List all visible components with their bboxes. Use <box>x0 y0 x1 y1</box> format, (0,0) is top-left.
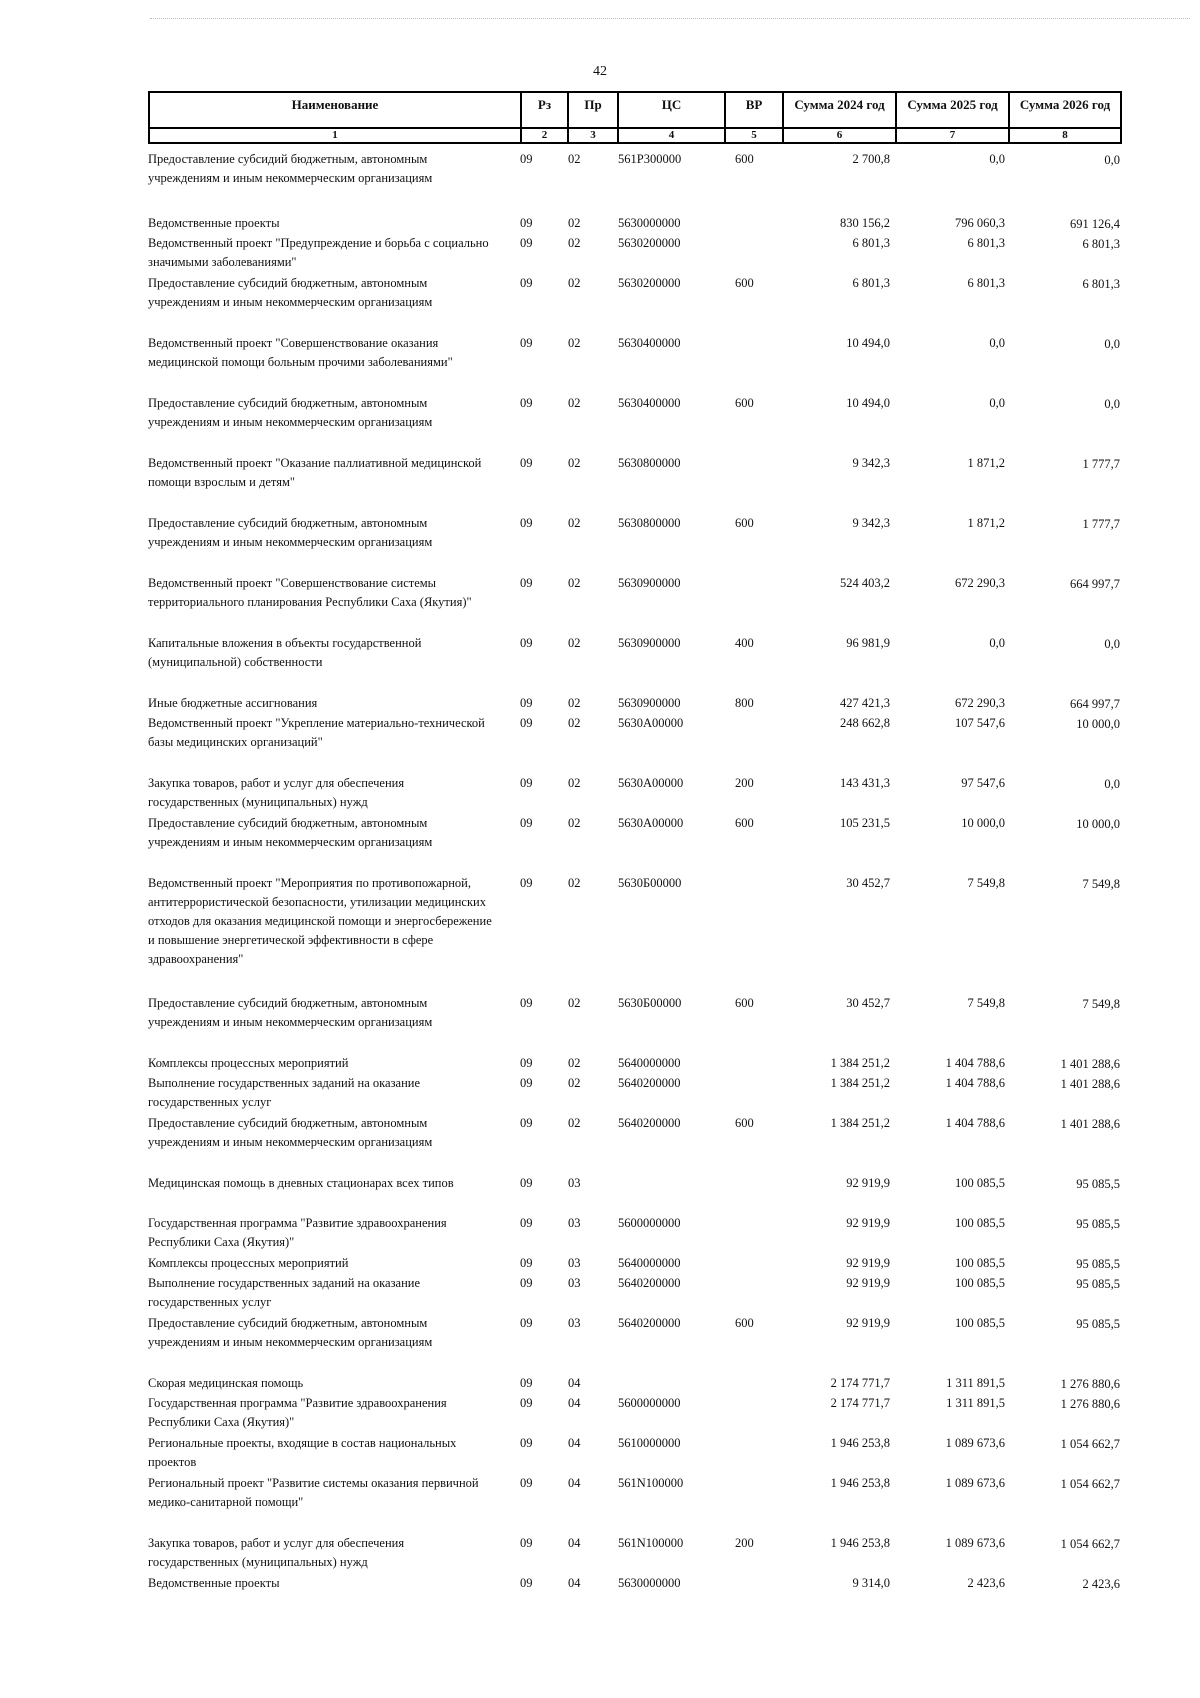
row-pr: 03 <box>568 1216 581 1230</box>
row-cs: 561N100000 <box>618 1536 684 1550</box>
row-cs: 561Р300000 <box>618 152 682 166</box>
row-sum-2025: 0,0 <box>989 336 1005 350</box>
row-name: Государственная программа "Развитие здравоохранения Республики Саха (Якутия)" <box>148 1396 447 1429</box>
row-name: Предоставление субсидий бюджетным, автономным учреждениям и иным некоммерческим организациям <box>148 996 433 1029</box>
row-rz: 09 <box>520 1056 533 1070</box>
row-sum-2026: 0,0 <box>1104 153 1120 167</box>
row-cs: 5600000000 <box>618 1216 681 1230</box>
row-pr: 03 <box>568 1276 581 1290</box>
row-pr: 04 <box>568 1576 581 1590</box>
row-sum-2026: 1 777,7 <box>1082 457 1120 471</box>
row-cs: 5630Б00000 <box>618 876 682 890</box>
row-cs: 5630900000 <box>618 636 681 650</box>
row-rz: 09 <box>520 636 533 650</box>
row-rz: 09 <box>520 1376 533 1390</box>
row-name: Капитальные вложения в объекты государственной (муниципальной) собственности <box>148 636 422 669</box>
row-cs: 5610000000 <box>618 1436 681 1450</box>
row-rz: 09 <box>520 876 533 890</box>
row-sum-2026: 1 054 662,7 <box>1060 1477 1120 1491</box>
header-col-number: 1 <box>149 128 521 143</box>
row-sum-2025: 1 404 788,6 <box>945 1056 1005 1070</box>
row-sum-2024: 6 801,3 <box>852 276 890 290</box>
row-pr: 02 <box>568 1116 581 1130</box>
row-sum-2024: 1 946 253,8 <box>830 1436 890 1450</box>
row-sum-2025: 100 085,5 <box>955 1276 1005 1290</box>
row-sum-2025: 10 000,0 <box>961 816 1005 830</box>
row-sum-2024: 92 919,9 <box>846 1216 890 1230</box>
row-sum-2026: 0,0 <box>1104 777 1120 791</box>
row-sum-2025: 1 089 673,6 <box>945 1436 1005 1450</box>
row-sum-2026: 1 401 288,6 <box>1060 1117 1120 1131</box>
row-sum-2025: 1 089 673,6 <box>945 1476 1005 1490</box>
row-name: Предоставление субсидий бюджетным, автономным учреждениям и иным некоммерческим организациям <box>148 816 433 849</box>
row-sum-2025: 6 801,3 <box>967 236 1005 250</box>
row-pr: 02 <box>568 276 581 290</box>
row-cs: 561N100000 <box>618 1476 684 1490</box>
row-sum-2024: 2 700,8 <box>852 152 890 166</box>
row-sum-2024: 1 384 251,2 <box>830 1056 890 1070</box>
row-sum-2024: 1 946 253,8 <box>830 1476 890 1490</box>
row-sum-2026: 95 085,5 <box>1076 1217 1120 1231</box>
header-rz: Рз <box>521 92 568 128</box>
row-cs: 5630800000 <box>618 516 681 530</box>
row-sum-2025: 1 404 788,6 <box>945 1116 1005 1130</box>
row-rz: 09 <box>520 1116 533 1130</box>
row-sum-2024: 9 342,3 <box>852 456 890 470</box>
header-cs: ЦС <box>618 92 725 128</box>
row-name: Предоставление субсидий бюджетным, автономным учреждениям и иным некоммерческим организациям <box>148 1316 433 1349</box>
row-sum-2026: 7 549,8 <box>1082 997 1120 1011</box>
row-pr: 02 <box>568 996 581 1010</box>
row-sum-2026: 691 126,4 <box>1070 217 1120 231</box>
row-sum-2026: 1 276 880,6 <box>1060 1377 1120 1391</box>
row-pr: 04 <box>568 1476 581 1490</box>
row-vr: 600 <box>735 516 754 530</box>
row-sum-2025: 100 085,5 <box>955 1316 1005 1330</box>
row-rz: 09 <box>520 1256 533 1270</box>
row-sum-2024: 92 919,9 <box>846 1176 890 1190</box>
row-sum-2024: 96 981,9 <box>846 636 890 650</box>
row-sum-2024: 830 156,2 <box>840 216 890 230</box>
header-vr: ВР <box>725 92 783 128</box>
row-name: Предоставление субсидий бюджетным, автономным учреждениям и иным некоммерческим организациям <box>148 1116 433 1149</box>
row-sum-2026: 95 085,5 <box>1076 1277 1120 1291</box>
row-pr: 04 <box>568 1436 581 1450</box>
row-pr: 02 <box>568 236 581 250</box>
row-name: Региональный проект "Развитие системы оказания первичной медико-санитарной помощи" <box>148 1476 479 1509</box>
row-vr: 400 <box>735 636 754 650</box>
row-sum-2025: 0,0 <box>989 636 1005 650</box>
row-cs: 5630900000 <box>618 696 681 710</box>
row-vr: 600 <box>735 1116 754 1130</box>
row-rz: 09 <box>520 1396 533 1410</box>
row-sum-2024: 9 314,0 <box>852 1576 890 1590</box>
row-sum-2024: 30 452,7 <box>846 996 890 1010</box>
header-sum-2024: Сумма 2024 год <box>783 92 896 128</box>
header-sum-2026: Сумма 2026 год <box>1009 92 1121 128</box>
row-name: Государственная программа "Развитие здравоохранения Республики Саха (Якутия)" <box>148 1216 447 1249</box>
row-pr: 02 <box>568 216 581 230</box>
row-vr: 600 <box>735 1316 754 1330</box>
row-cs: 5640200000 <box>618 1116 681 1130</box>
row-pr: 02 <box>568 636 581 650</box>
row-name: Скорая медицинская помощь <box>148 1376 304 1390</box>
row-cs: 5630А00000 <box>618 816 684 830</box>
row-sum-2026: 1 401 288,6 <box>1060 1077 1120 1091</box>
row-name: Предоставление субсидий бюджетным, автономным учреждениям и иным некоммерческим организациям <box>148 396 433 429</box>
row-rz: 09 <box>520 152 533 166</box>
row-rz: 09 <box>520 696 533 710</box>
row-cs: 5640000000 <box>618 1256 681 1270</box>
row-rz: 09 <box>520 276 533 290</box>
row-sum-2026: 664 997,7 <box>1070 697 1120 711</box>
row-pr: 02 <box>568 152 581 166</box>
row-sum-2026: 1 276 880,6 <box>1060 1397 1120 1411</box>
row-sum-2024: 427 421,3 <box>840 696 890 710</box>
row-pr: 03 <box>568 1176 581 1190</box>
header-col-number: 5 <box>725 128 783 143</box>
row-sum-2025: 107 547,6 <box>955 716 1005 730</box>
row-name: Комплексы процессных мероприятий <box>148 1256 349 1270</box>
page-number: 42 <box>593 64 607 79</box>
row-sum-2026: 0,0 <box>1104 637 1120 651</box>
header-col-number: 7 <box>896 128 1009 143</box>
row-rz: 09 <box>520 1276 533 1290</box>
row-cs: 5640200000 <box>618 1076 681 1090</box>
row-name: Закупка товаров, работ и услуг для обеспечения государственных (муниципальных) нужд <box>148 1536 405 1569</box>
row-cs: 5630000000 <box>618 216 681 230</box>
row-sum-2026: 95 085,5 <box>1076 1177 1120 1191</box>
row-cs: 5630А00000 <box>618 716 684 730</box>
row-sum-2024: 30 452,7 <box>846 876 890 890</box>
row-cs: 5630Б00000 <box>618 996 682 1010</box>
row-name: Ведомственный проект "Предупреждение и борьба с социально значимыми заболеваниями" <box>148 236 489 269</box>
row-vr: 600 <box>735 152 754 166</box>
row-sum-2025: 2 423,6 <box>967 1576 1005 1590</box>
header-col-number: 2 <box>521 128 568 143</box>
row-pr: 02 <box>568 1076 581 1090</box>
row-name: Предоставление субсидий бюджетным, автономным учреждениям и иным некоммерческим организациям <box>148 516 433 549</box>
row-name: Ведомственные проекты <box>148 216 280 230</box>
row-sum-2025: 100 085,5 <box>955 1256 1005 1270</box>
header-pr: Пр <box>568 92 618 128</box>
row-sum-2026: 95 085,5 <box>1076 1317 1120 1331</box>
row-sum-2026: 2 423,6 <box>1082 1577 1120 1591</box>
row-sum-2025: 672 290,3 <box>955 696 1005 710</box>
row-sum-2024: 9 342,3 <box>852 516 890 530</box>
row-sum-2024: 105 231,5 <box>840 816 890 830</box>
row-sum-2025: 100 085,5 <box>955 1176 1005 1190</box>
row-rz: 09 <box>520 816 533 830</box>
row-sum-2024: 143 431,3 <box>840 776 890 790</box>
row-rz: 09 <box>520 1216 533 1230</box>
row-pr: 02 <box>568 1056 581 1070</box>
row-sum-2026: 1 054 662,7 <box>1060 1437 1120 1451</box>
row-sum-2025: 7 549,8 <box>967 876 1005 890</box>
row-name: Иные бюджетные ассигнования <box>148 696 318 710</box>
row-sum-2026: 1 777,7 <box>1082 517 1120 531</box>
row-sum-2025: 1 089 673,6 <box>945 1536 1005 1550</box>
row-sum-2024: 10 494,0 <box>846 396 890 410</box>
row-cs: 5630400000 <box>618 336 681 350</box>
row-pr: 03 <box>568 1256 581 1270</box>
row-pr: 02 <box>568 816 581 830</box>
row-vr: 800 <box>735 696 754 710</box>
row-pr: 02 <box>568 776 581 790</box>
row-pr: 02 <box>568 716 581 730</box>
row-sum-2025: 1 404 788,6 <box>945 1076 1005 1090</box>
row-name: Выполнение государственных заданий на оказание государственных услуг <box>148 1076 421 1109</box>
row-sum-2024: 2 174 771,7 <box>830 1376 890 1390</box>
row-sum-2026: 10 000,0 <box>1076 817 1120 831</box>
row-sum-2025: 100 085,5 <box>955 1216 1005 1230</box>
row-pr: 02 <box>568 516 581 530</box>
row-name: Ведомственные проекты <box>148 1576 280 1590</box>
row-pr: 04 <box>568 1376 581 1390</box>
row-vr: 600 <box>735 396 754 410</box>
row-sum-2026: 1 401 288,6 <box>1060 1057 1120 1071</box>
row-name: Ведомственный проект "Мероприятия по противопожарной, антитеррористической безопасности, утилизации медицинских отходов для оказания медицинской помощи и энергосбережение и повышение энергетической эффективности в сфере здравоохранения" <box>148 876 492 966</box>
row-pr: 02 <box>568 876 581 890</box>
row-sum-2026: 0,0 <box>1104 337 1120 351</box>
row-name: Ведомственный проект "Совершенствование системы территориального планирования Республики Саха (Якутия)" <box>148 576 472 609</box>
row-name: Ведомственный проект "Совершенствование оказания медицинской помощи больным прочими заболеваниями" <box>148 336 453 369</box>
row-rz: 09 <box>520 516 533 530</box>
row-sum-2026: 6 801,3 <box>1082 277 1120 291</box>
row-sum-2025: 796 060,3 <box>955 216 1005 230</box>
row-rz: 09 <box>520 996 533 1010</box>
header-col-number: 8 <box>1009 128 1121 143</box>
row-name: Ведомственный проект "Оказание паллиативной медицинской помощи взрослым и детям" <box>148 456 482 489</box>
row-name: Предоставление субсидий бюджетным, автономным учреждениям и иным некоммерческим организациям <box>148 276 433 309</box>
row-pr: 04 <box>568 1396 581 1410</box>
row-sum-2025: 97 547,6 <box>961 776 1005 790</box>
row-vr: 600 <box>735 996 754 1010</box>
row-vr: 600 <box>735 816 754 830</box>
row-rz: 09 <box>520 216 533 230</box>
row-rz: 09 <box>520 1316 533 1330</box>
row-pr: 02 <box>568 396 581 410</box>
row-sum-2024: 248 662,8 <box>840 716 890 730</box>
row-name: Закупка товаров, работ и услуг для обеспечения государственных (муниципальных) нужд <box>148 776 405 809</box>
row-rz: 09 <box>520 576 533 590</box>
row-rz: 09 <box>520 1536 533 1550</box>
row-pr: 02 <box>568 456 581 470</box>
header-name: Наименование <box>149 92 521 128</box>
row-rz: 09 <box>520 1436 533 1450</box>
row-pr: 03 <box>568 1316 581 1330</box>
row-cs: 5630000000 <box>618 1576 681 1590</box>
row-sum-2025: 1 871,2 <box>967 456 1005 470</box>
row-sum-2024: 92 919,9 <box>846 1316 890 1330</box>
row-sum-2025: 0,0 <box>989 396 1005 410</box>
row-sum-2024: 92 919,9 <box>846 1276 890 1290</box>
row-sum-2025: 1 311 891,5 <box>946 1376 1005 1390</box>
row-sum-2026: 95 085,5 <box>1076 1257 1120 1271</box>
header-sum-2025: Сумма 2025 год <box>896 92 1009 128</box>
row-name: Региональные проекты, входящие в состав национальных проектов <box>148 1436 457 1469</box>
row-sum-2025: 0,0 <box>989 152 1005 166</box>
row-sum-2026: 1 054 662,7 <box>1060 1537 1120 1551</box>
row-sum-2024: 10 494,0 <box>846 336 890 350</box>
row-vr: 200 <box>735 776 754 790</box>
row-cs: 5630900000 <box>618 576 681 590</box>
row-rz: 09 <box>520 336 533 350</box>
row-pr: 02 <box>568 696 581 710</box>
row-rz: 09 <box>520 716 533 730</box>
row-cs: 5600000000 <box>618 1396 681 1410</box>
header-col-number: 4 <box>618 128 725 143</box>
row-sum-2026: 7 549,8 <box>1082 877 1120 891</box>
row-sum-2024: 92 919,9 <box>846 1256 890 1270</box>
row-pr: 02 <box>568 576 581 590</box>
row-cs: 5630А00000 <box>618 776 684 790</box>
row-sum-2025: 1 311 891,5 <box>946 1396 1005 1410</box>
row-rz: 09 <box>520 776 533 790</box>
row-cs: 5630200000 <box>618 236 681 250</box>
row-sum-2026: 10 000,0 <box>1076 717 1120 731</box>
row-cs: 5640000000 <box>618 1056 681 1070</box>
row-cs: 5630800000 <box>618 456 681 470</box>
row-rz: 09 <box>520 1476 533 1490</box>
row-sum-2024: 1 384 251,2 <box>830 1076 890 1090</box>
row-sum-2024: 1 946 253,8 <box>830 1536 890 1550</box>
row-rz: 09 <box>520 236 533 250</box>
row-rz: 09 <box>520 1176 533 1190</box>
row-cs: 5640200000 <box>618 1276 681 1290</box>
row-pr: 04 <box>568 1536 581 1550</box>
row-cs: 5640200000 <box>618 1316 681 1330</box>
row-rz: 09 <box>520 1076 533 1090</box>
header-col-number: 3 <box>568 128 618 143</box>
row-rz: 09 <box>520 456 533 470</box>
row-rz: 09 <box>520 1576 533 1590</box>
row-vr: 200 <box>735 1536 754 1550</box>
row-rz: 09 <box>520 396 533 410</box>
row-sum-2026: 0,0 <box>1104 397 1120 411</box>
row-name: Предоставление субсидий бюджетным, автономным учреждениям и иным некоммерческим организациям <box>148 152 433 185</box>
row-name: Ведомственный проект "Укрепление материально-технической базы медицинских организаций" <box>148 716 485 749</box>
row-name: Комплексы процессных мероприятий <box>148 1056 349 1070</box>
row-name: Медицинская помощь в дневных стационарах всех типов <box>148 1176 454 1190</box>
row-sum-2025: 1 871,2 <box>967 516 1005 530</box>
row-cs: 5630200000 <box>618 276 681 290</box>
row-sum-2026: 664 997,7 <box>1070 577 1120 591</box>
row-vr: 600 <box>735 276 754 290</box>
row-sum-2024: 2 174 771,7 <box>830 1396 890 1410</box>
row-cs: 5630400000 <box>618 396 681 410</box>
row-name: Выполнение государственных заданий на оказание государственных услуг <box>148 1276 421 1309</box>
row-pr: 02 <box>568 336 581 350</box>
row-sum-2025: 672 290,3 <box>955 576 1005 590</box>
row-sum-2024: 524 403,2 <box>840 576 890 590</box>
row-sum-2025: 6 801,3 <box>967 276 1005 290</box>
header-col-number: 6 <box>783 128 896 143</box>
row-sum-2025: 7 549,8 <box>967 996 1005 1010</box>
row-sum-2024: 6 801,3 <box>852 236 890 250</box>
row-sum-2026: 6 801,3 <box>1082 237 1120 251</box>
row-sum-2024: 1 384 251,2 <box>830 1116 890 1130</box>
